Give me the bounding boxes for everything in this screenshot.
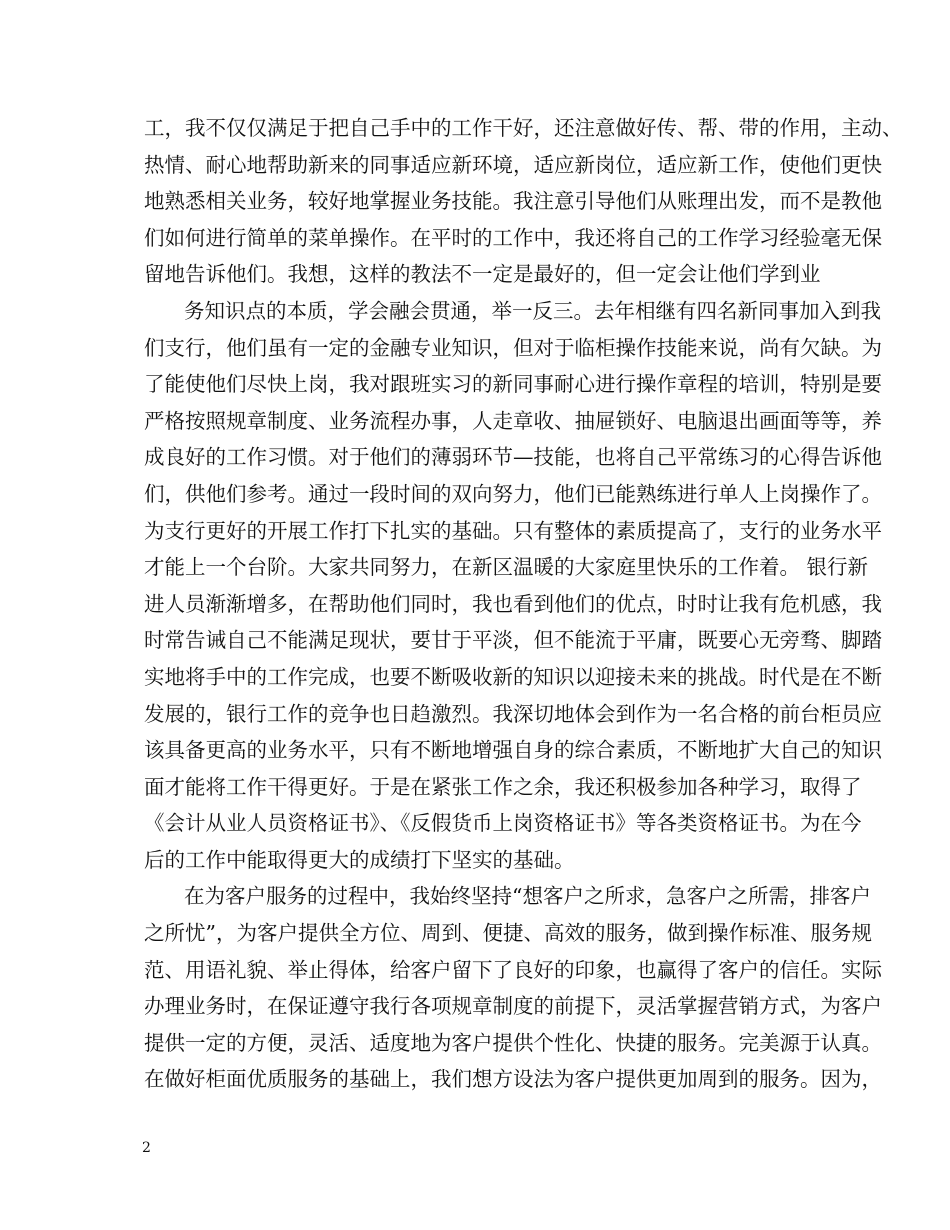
text-line: 地熟悉相关业务，较好地掌握业务技能。我注意引导他们从账理出发，而不是教他	[144, 189, 882, 214]
text-line: 时常告诫自己不能满足现状，要甘于平淡，但不能流于平庸，既要心无旁骛、脚踏	[144, 628, 882, 653]
text-line: 们如何进行简单的菜单操作。在平时的工作中，我还将自己的工作学习经验毫无保	[144, 225, 882, 250]
text-line: 范、用语礼貌、举止得体，给客户留下了良好的印象，也赢得了客户的信任。实际	[144, 957, 882, 982]
text-line: 工，我不仅仅满足于把自己手中的工作干好，还注意做好传、帮、带的作用，主动、	[144, 116, 903, 140]
text-line: 才能上一个台阶。大家共同努力，在新区温暖的大家庭里快乐的工作着。 银行新	[144, 555, 869, 580]
text-line: 们支行，他们虽有一定的金融专业知识，但对于临柜操作技能来说，尚有欠缺。为	[144, 335, 882, 360]
text-line: 留地告诉他们。我想，这样的教法不一定是最好的，但一定会让他们学到业	[144, 262, 821, 287]
body-text	[144, 110, 903, 1098]
text-line: 在为客户服务的过程中，我始终坚持“想客户之所求，急客户之所需，排客户	[184, 884, 871, 909]
text-line: 发展的，银行工作的竞争也日趋激烈。我深切地体会到作为一名合格的前台柜员应	[144, 701, 882, 726]
text-line: 进人员渐渐增多，在帮助他们同时，我也看到他们的优点，时时让我有危机感，我	[144, 591, 882, 616]
text-line: 严格按照规章制度、业务流程办事，人走章收、抽屉锁好、电脑退出画面等等，养	[144, 408, 882, 433]
text-line: 了能使他们尽快上岗，我对跟班实习的新同事耐心进行操作章程的培训，特别是要	[144, 372, 882, 397]
page-number: 2	[142, 1140, 151, 1156]
text-line: 实地将手中的工作完成，也要不断吸收新的知识以迎接未来的挑战。时代是在不断	[144, 664, 882, 689]
text-line: 热情、耐心地帮助新来的同事适应新环境，适应新岗位，适应新工作，使他们更快	[144, 152, 882, 177]
text-line: 们，供他们参考。通过一段时间的双向努力，他们已能熟练进行单人上岗操作了。	[144, 481, 882, 506]
text-line: 面才能将工作干得更好。于是在紧张工作之余，我还积极参加各种学习，取得了	[144, 774, 862, 799]
text-line: 提供一定的方便，灵活、适度地为客户提供个性化、快捷的服务。完美源于认真。	[144, 1030, 882, 1055]
text-line: 成良好的工作习惯。对于他们的薄弱环节—技能，也将自己平常练习的心得告诉他	[144, 445, 882, 470]
text-line: 办理业务时，在保证遵守我行各项规章制度的前提下，灵活掌握营销方式，为客户	[144, 994, 882, 1019]
text-line: 该具备更高的业务水平，只有不断地增强自身的综合素质，不断地扩大自己的知识	[144, 738, 882, 763]
text-line: 在做好柜面优质服务的基础上，我们想方设法为客户提供更加周到的服务。因为，	[144, 1067, 882, 1092]
text-line: 后的工作中能取得更大的成绩打下坚实的基础。	[144, 847, 575, 872]
text-line: 务知识点的本质，学会融会贯通，举一反三。去年相继有四名新同事加入到我	[184, 298, 881, 323]
text-line: 《会计从业人员资格证书》、《反假货币上岗资格证书》等各类资格证书。为在今	[144, 811, 862, 836]
text-line: 之所忧”，为客户提供全方位、周到、便捷、高效的服务，做到操作标准、服务规	[144, 921, 872, 946]
text-line: 为支行更好的开展工作打下扎实的基础。只有整体的素质提高了，支行的业务水平	[144, 518, 882, 543]
